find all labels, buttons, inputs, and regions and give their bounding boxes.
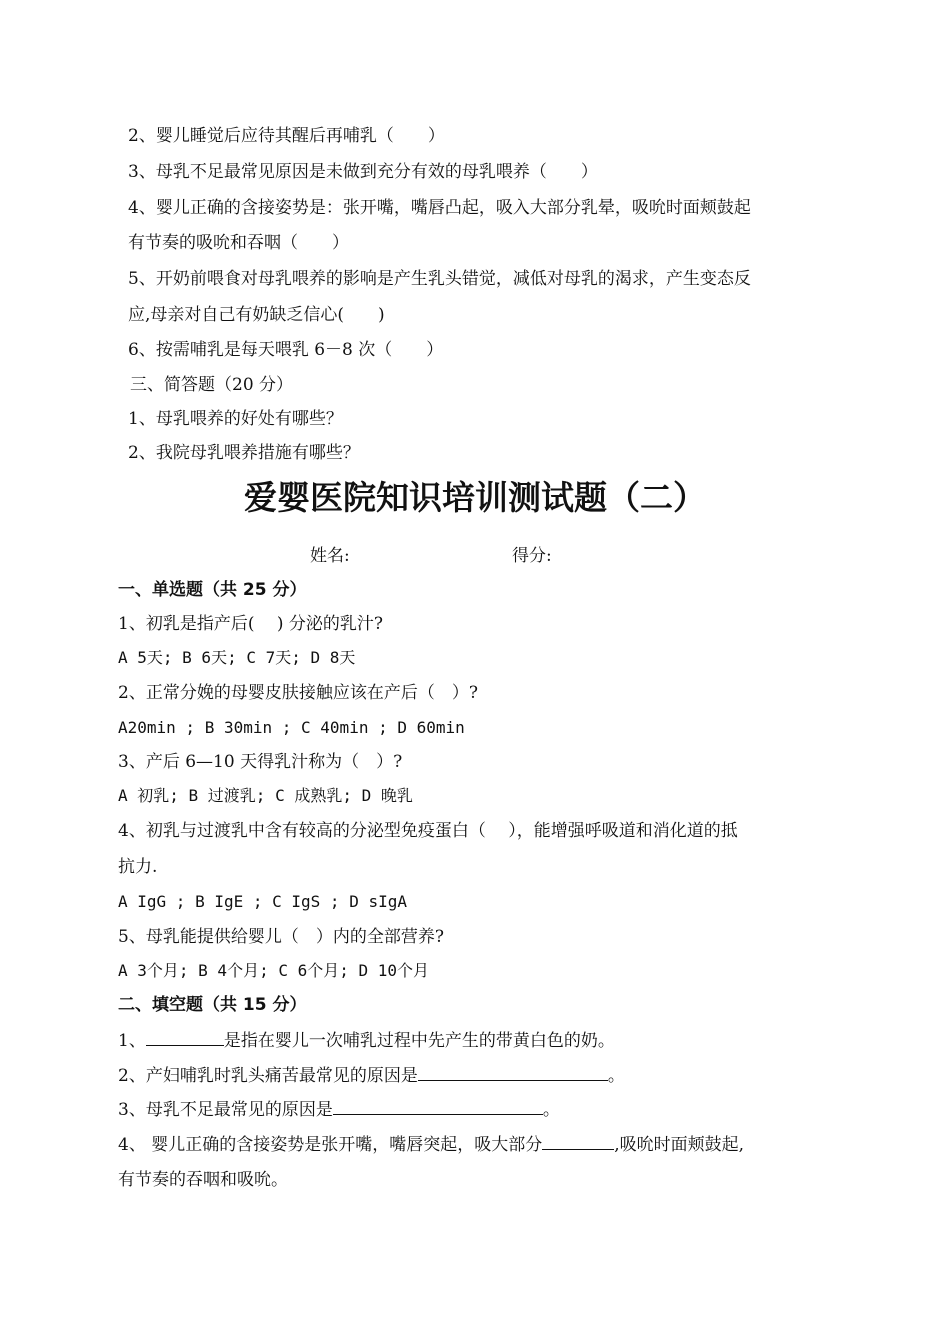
judge-item-5-line1: 5、开奶前喂食对母乳喂养的影响是产生乳头错觉，减低对母乳的渴求，产生变态反 bbox=[128, 269, 751, 289]
question-2: 2、正常分娩的母婴皮肤接触应该在产后（ ）? bbox=[118, 683, 478, 703]
question-3-options: A 初乳; B 过渡乳; C 成熟乳; D 晚乳 bbox=[118, 786, 413, 805]
fill-item-4-suffix: ,吸吮时面颊鼓起, bbox=[614, 1135, 745, 1155]
fill-item-3 bbox=[118, 1097, 560, 1122]
judge-item-4-line2: 有节奏的吸吮和吞咽（ ） bbox=[128, 233, 349, 253]
question-3: 3、产后 6—10 天得乳汁称为（ ）? bbox=[118, 752, 403, 772]
name-label: 姓名: bbox=[310, 546, 350, 566]
fill-item-1-prefix: 1、 bbox=[118, 1031, 146, 1051]
fill-blank-1[interactable] bbox=[146, 1028, 224, 1046]
short-answer-2: 2、我院母乳喂养措施有哪些？ bbox=[128, 443, 360, 463]
fill-item-2-suffix: 。 bbox=[607, 1066, 625, 1086]
judge-item-3: 3、母乳不足最常见原因是未做到充分有效的母乳喂养（ ） bbox=[128, 162, 598, 182]
question-2-options: A20min ; B 30min ; C 40min ; D 60min bbox=[118, 718, 465, 737]
fill-item-1 bbox=[118, 1028, 615, 1053]
judge-item-2: 2、婴儿睡觉后应待其醒后再哺乳（ ） bbox=[128, 126, 445, 146]
exam-title: 爱婴医院知识培训测试题（二） bbox=[244, 478, 706, 517]
judge-item-5-line2: 应,母亲对自己有奶缺乏信心( ) bbox=[128, 305, 385, 325]
section2-heading: 二、填空题（共 15 分） bbox=[118, 995, 307, 1015]
question-4-line2: 抗力. bbox=[118, 857, 158, 877]
fill-blank-3[interactable] bbox=[333, 1097, 543, 1115]
judge-item-6: 6、按需哺乳是每天喂乳 6－8 次（ ） bbox=[128, 340, 444, 360]
question-5: 5、母乳能提供给婴儿（ ）内的全部营养? bbox=[118, 927, 444, 947]
fill-item-1-suffix: 是指在婴儿一次哺乳过程中先产生的带黄白色的奶。 bbox=[223, 1031, 615, 1051]
fill-item-3-prefix: 3、母乳不足最常见的原因是 bbox=[118, 1100, 333, 1120]
fill-item-2-prefix: 2、产妇哺乳时乳头痛苦最常见的原因是 bbox=[118, 1066, 418, 1086]
judge-item-4-line1: 4、婴儿正确的含接姿势是：张开嘴，嘴唇凸起，吸入大部分乳晕，吸吮时面颊鼓起 bbox=[128, 198, 751, 218]
fill-blank-2[interactable] bbox=[418, 1063, 608, 1081]
section1-heading: 一、单选题（共 25 分） bbox=[118, 580, 307, 600]
fill-item-4-prefix: 4、 婴儿正确的含接姿势是张开嘴，嘴唇突起，吸大部分 bbox=[118, 1135, 543, 1155]
fill-blank-4[interactable] bbox=[542, 1132, 614, 1150]
question-4-options: A IgG ; B IgE ; C IgS ; D sIgA bbox=[118, 892, 407, 911]
question-1-options: A 5天; B 6天; C 7天; D 8天 bbox=[118, 648, 356, 667]
fill-item-4-line1 bbox=[118, 1132, 744, 1157]
question-4-line1: 4、初乳与过渡乳中含有较高的分泌型免疫蛋白（ ），能增强呼吸道和消化道的抵 bbox=[118, 821, 738, 841]
question-5-options: A 3个月; B 4个月; C 6个月; D 10个月 bbox=[118, 961, 430, 980]
fill-item-4-line2: 有节奏的吞咽和吸吮。 bbox=[118, 1170, 288, 1190]
section3-heading: 三、简答题（20 分） bbox=[130, 375, 294, 395]
short-answer-1: 1、母乳喂养的好处有哪些？ bbox=[128, 409, 343, 429]
fill-item-2 bbox=[118, 1063, 625, 1088]
score-label: 得分: bbox=[512, 546, 552, 566]
question-1: 1、初乳是指产后( ) 分泌的乳汁? bbox=[118, 614, 384, 634]
fill-item-3-suffix: 。 bbox=[542, 1100, 560, 1120]
